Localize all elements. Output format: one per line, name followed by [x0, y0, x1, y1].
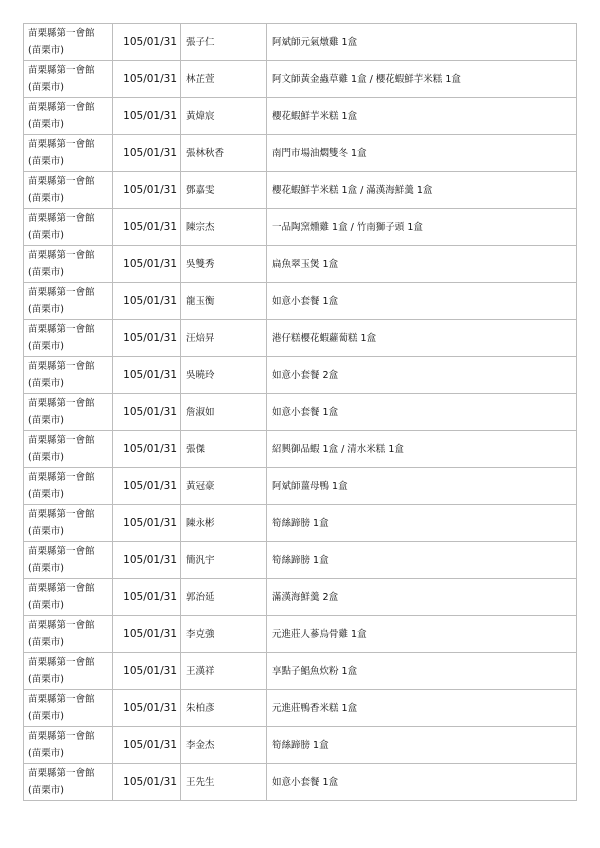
name-cell: 林芷萱 [181, 61, 267, 98]
venue-city: (苗栗市) [28, 600, 64, 611]
venue-name: 苗栗縣第一會館 [28, 620, 95, 631]
venue-cell [24, 320, 113, 357]
winners-table [23, 23, 577, 801]
table-row [24, 61, 577, 98]
date-cell [113, 616, 181, 653]
name-cell: 陳宗杰 [181, 209, 267, 246]
name-cell: 張子仁 [181, 24, 267, 61]
date-cell [113, 653, 181, 690]
name-cell: 龍玉衡 [181, 283, 267, 320]
table-row [24, 468, 577, 505]
item-cell: 如意小套餐 1盒 [267, 394, 577, 431]
venue-city: (苗栗市) [28, 230, 64, 241]
date-text: 105/01/31 [123, 109, 177, 122]
venue-name: 苗栗縣第一會館 [28, 694, 95, 705]
table-row [24, 320, 577, 357]
venue-cell [24, 394, 113, 431]
name-cell: 朱柏彥 [181, 690, 267, 727]
table-row [24, 135, 577, 172]
date-cell [113, 98, 181, 135]
date-text: 105/01/31 [123, 183, 177, 196]
date-cell [113, 135, 181, 172]
venue-city: (苗栗市) [28, 378, 64, 389]
item-cell: 如意小套餐 2盒 [267, 357, 577, 394]
date-text: 105/01/31 [123, 368, 177, 381]
date-cell [113, 542, 181, 579]
date-text: 105/01/31 [123, 257, 177, 270]
winners-table-body [24, 24, 577, 801]
venue-name: 苗栗縣第一會館 [28, 361, 95, 372]
date-cell [113, 690, 181, 727]
table-row [24, 283, 577, 320]
item-cell: 筍絲蹄膀 1盒 [267, 542, 577, 579]
date-text: 105/01/31 [123, 35, 177, 48]
table-row [24, 394, 577, 431]
table-row [24, 653, 577, 690]
date-text: 105/01/31 [123, 479, 177, 492]
venue-name: 苗栗縣第一會館 [28, 546, 95, 557]
venue-cell [24, 764, 113, 801]
date-text: 105/01/31 [123, 72, 177, 85]
table-row [24, 431, 577, 468]
name-cell: 汪焙昇 [181, 320, 267, 357]
table-row [24, 246, 577, 283]
venue-city: (苗栗市) [28, 785, 64, 796]
table-row [24, 24, 577, 61]
date-text: 105/01/31 [123, 664, 177, 677]
date-text: 105/01/31 [123, 553, 177, 566]
name-cell: 簡汎宇 [181, 542, 267, 579]
date-text: 105/01/31 [123, 220, 177, 233]
venue-city: (苗栗市) [28, 156, 64, 167]
venue-cell [24, 135, 113, 172]
item-cell: 筍絲蹄膀 1盒 [267, 505, 577, 542]
item-cell: 港仔糕櫻花蝦蘿蔔糕 1盒 [267, 320, 577, 357]
table-row [24, 579, 577, 616]
table-row [24, 98, 577, 135]
date-cell [113, 579, 181, 616]
venue-city: (苗栗市) [28, 637, 64, 648]
venue-cell [24, 616, 113, 653]
table-row [24, 209, 577, 246]
item-cell: 阿斌師元氣燉雞 1盒 [267, 24, 577, 61]
table-row [24, 172, 577, 209]
item-cell: 櫻花蝦鮮芋米糕 1盒 [267, 98, 577, 135]
venue-cell [24, 505, 113, 542]
venue-cell [24, 98, 113, 135]
venue-name: 苗栗縣第一會館 [28, 139, 95, 150]
venue-name: 苗栗縣第一會館 [28, 213, 95, 224]
item-cell: 筍絲蹄膀 1盒 [267, 727, 577, 764]
venue-name: 苗栗縣第一會館 [28, 65, 95, 76]
name-cell: 吳雙秀 [181, 246, 267, 283]
table-row [24, 764, 577, 801]
item-cell: 滿漢海鮮羹 2盒 [267, 579, 577, 616]
name-cell: 鄧嘉雯 [181, 172, 267, 209]
name-cell: 陳永彬 [181, 505, 267, 542]
venue-city: (苗栗市) [28, 748, 64, 759]
venue-name: 苗栗縣第一會館 [28, 28, 95, 39]
venue-city: (苗栗市) [28, 452, 64, 463]
venue-city: (苗栗市) [28, 82, 64, 93]
date-text: 105/01/31 [123, 294, 177, 307]
venue-city: (苗栗市) [28, 341, 64, 352]
date-text: 105/01/31 [123, 516, 177, 529]
venue-cell [24, 468, 113, 505]
venue-name: 苗栗縣第一會館 [28, 731, 95, 742]
name-cell: 吳曉玲 [181, 357, 267, 394]
date-cell [113, 320, 181, 357]
venue-cell [24, 61, 113, 98]
venue-cell [24, 653, 113, 690]
venue-city: (苗栗市) [28, 193, 64, 204]
name-cell: 李克強 [181, 616, 267, 653]
item-cell: 如意小套餐 1盒 [267, 764, 577, 801]
date-cell [113, 357, 181, 394]
date-cell [113, 61, 181, 98]
name-cell: 李金杰 [181, 727, 267, 764]
item-cell: 櫻花蝦鮮芋米糕 1盒 / 滿漢海鮮羹 1盒 [267, 172, 577, 209]
venue-name: 苗栗縣第一會館 [28, 435, 95, 446]
date-cell [113, 246, 181, 283]
date-cell [113, 764, 181, 801]
date-text: 105/01/31 [123, 590, 177, 603]
venue-city: (苗栗市) [28, 711, 64, 722]
name-cell: 張林秋香 [181, 135, 267, 172]
date-cell [113, 24, 181, 61]
venue-city: (苗栗市) [28, 489, 64, 500]
venue-city: (苗栗市) [28, 526, 64, 537]
venue-name: 苗栗縣第一會館 [28, 287, 95, 298]
item-cell: 阿斌師薑母鴨 1盒 [267, 468, 577, 505]
venue-city: (苗栗市) [28, 304, 64, 315]
date-text: 105/01/31 [123, 627, 177, 640]
venue-cell [24, 283, 113, 320]
venue-cell [24, 357, 113, 394]
name-cell: 黃煒宸 [181, 98, 267, 135]
item-cell: 紹興御品蝦 1盒 / 清水米糕 1盒 [267, 431, 577, 468]
venue-cell [24, 246, 113, 283]
venue-cell [24, 431, 113, 468]
date-cell [113, 209, 181, 246]
table-row [24, 542, 577, 579]
venue-city: (苗栗市) [28, 674, 64, 685]
item-cell: 元進莊人蔘烏骨雞 1盒 [267, 616, 577, 653]
date-cell [113, 727, 181, 764]
venue-name: 苗栗縣第一會館 [28, 472, 95, 483]
item-cell: 享點子鯧魚炊粉 1盒 [267, 653, 577, 690]
name-cell: 王先生 [181, 764, 267, 801]
venue-cell [24, 727, 113, 764]
venue-city: (苗栗市) [28, 267, 64, 278]
date-cell [113, 283, 181, 320]
name-cell: 黃冠豪 [181, 468, 267, 505]
item-cell: 阿文師黃金蟲草雞 1盒 / 櫻花蝦鮮芋米糕 1盒 [267, 61, 577, 98]
venue-name: 苗栗縣第一會館 [28, 398, 95, 409]
venue-name: 苗栗縣第一會館 [28, 583, 95, 594]
venue-city: (苗栗市) [28, 415, 64, 426]
venue-name: 苗栗縣第一會館 [28, 102, 95, 113]
date-text: 105/01/31 [123, 738, 177, 751]
item-cell: 元進莊鴨香米糕 1盒 [267, 690, 577, 727]
venue-name: 苗栗縣第一會館 [28, 768, 95, 779]
venue-cell [24, 209, 113, 246]
item-cell: 南門市場油燜雙冬 1盒 [267, 135, 577, 172]
name-cell: 張傑 [181, 431, 267, 468]
name-cell: 王漢祥 [181, 653, 267, 690]
date-text: 105/01/31 [123, 701, 177, 714]
venue-name: 苗栗縣第一會館 [28, 657, 95, 668]
table-row [24, 357, 577, 394]
item-cell: 如意小套餐 1盒 [267, 283, 577, 320]
item-cell: 一品陶窯燻雞 1盒 / 竹南獅子頭 1盒 [267, 209, 577, 246]
item-cell: 扁魚翠玉煲 1盒 [267, 246, 577, 283]
venue-name: 苗栗縣第一會館 [28, 509, 95, 520]
table-row [24, 505, 577, 542]
date-cell [113, 431, 181, 468]
venue-cell [24, 542, 113, 579]
venue-name: 苗栗縣第一會館 [28, 250, 95, 261]
venue-name: 苗栗縣第一會館 [28, 324, 95, 335]
date-cell [113, 394, 181, 431]
venue-city: (苗栗市) [28, 45, 64, 56]
table-row [24, 727, 577, 764]
date-text: 105/01/31 [123, 405, 177, 418]
venue-city: (苗栗市) [28, 119, 64, 130]
venue-cell [24, 172, 113, 209]
venue-cell [24, 690, 113, 727]
date-text: 105/01/31 [123, 146, 177, 159]
date-cell [113, 172, 181, 209]
table-row [24, 616, 577, 653]
date-cell [113, 468, 181, 505]
venue-cell [24, 579, 113, 616]
date-text: 105/01/31 [123, 442, 177, 455]
date-text: 105/01/31 [123, 775, 177, 788]
name-cell: 郭治延 [181, 579, 267, 616]
date-text: 105/01/31 [123, 331, 177, 344]
name-cell: 詹淑如 [181, 394, 267, 431]
table-row [24, 690, 577, 727]
venue-city: (苗栗市) [28, 563, 64, 574]
date-cell [113, 505, 181, 542]
venue-name: 苗栗縣第一會館 [28, 176, 95, 187]
venue-cell [24, 24, 113, 61]
